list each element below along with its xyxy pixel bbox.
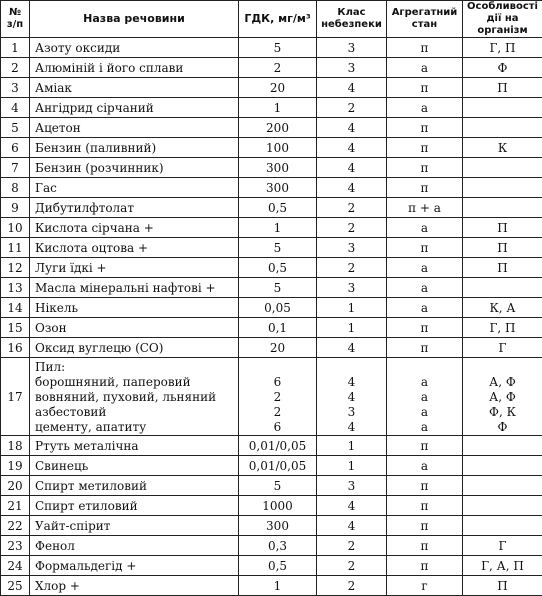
- table-row: [1, 158, 542, 178]
- cell-class: 4: [317, 138, 387, 158]
- table-row: [1, 178, 542, 198]
- cell-num: 8: [1, 178, 30, 198]
- cell-num: 21: [1, 496, 30, 516]
- cell-class: 2: [317, 556, 387, 576]
- cell-effect: [463, 476, 542, 496]
- cell-class-dust: [317, 358, 387, 436]
- cell-num: 5: [1, 118, 30, 138]
- cell-pdk: 300: [239, 516, 317, 536]
- cell-state: п: [387, 138, 463, 158]
- cell-state: а: [387, 456, 463, 476]
- cell-state: а: [387, 58, 463, 78]
- cell-effect: П: [463, 218, 542, 238]
- cell-name: Аміак: [30, 78, 239, 98]
- cell-name: Гас: [30, 178, 239, 198]
- cell-effect: К, А: [463, 298, 542, 318]
- cell-class: 2: [317, 198, 387, 218]
- cell-state: п: [387, 476, 463, 496]
- cell-effect: П: [463, 258, 542, 278]
- cell-num: 1: [1, 38, 30, 58]
- cell-num: 25: [1, 576, 30, 596]
- table-row: [1, 238, 542, 258]
- cell-name: Озон: [30, 318, 239, 338]
- table-row: [1, 338, 542, 358]
- cell-name: Ртуть металічна: [30, 436, 239, 456]
- cell-pdk: 200: [239, 118, 317, 138]
- cell-effect: Г, П: [463, 38, 542, 58]
- cell-name: Хлор +: [30, 576, 239, 596]
- cell-pdk: 0,5: [239, 258, 317, 278]
- cell-effect: [463, 118, 542, 138]
- dust-item-effect: Ф, К: [466, 405, 539, 420]
- cell-num: 10: [1, 218, 30, 238]
- dust-item-state: а: [390, 420, 459, 435]
- cell-state: п: [387, 178, 463, 198]
- cell-state: п: [387, 536, 463, 556]
- cell-class: 1: [317, 318, 387, 338]
- cell-class: 1: [317, 298, 387, 318]
- cell-class: 2: [317, 98, 387, 118]
- cell-class: 4: [317, 158, 387, 178]
- cell-name: Бензин (паливний): [30, 138, 239, 158]
- cell-effect: [463, 436, 542, 456]
- cell-state: а: [387, 278, 463, 298]
- dust-item-class: 4: [320, 420, 383, 435]
- cell-num: 20: [1, 476, 30, 496]
- cell-class: 2: [317, 576, 387, 596]
- header-class: Клас небезпеки: [317, 1, 387, 38]
- cell-state: п: [387, 38, 463, 58]
- cell-state-dust: [387, 358, 463, 436]
- cell-pdk: 0,01/0,05: [239, 456, 317, 476]
- cell-num: 17: [1, 358, 30, 436]
- cell-effect: [463, 496, 542, 516]
- cell-pdk: 2: [239, 58, 317, 78]
- cell-effect: П: [463, 576, 542, 596]
- cell-effect: Г, П: [463, 318, 542, 338]
- cell-effect: [463, 516, 542, 536]
- cell-pdk: 20: [239, 78, 317, 98]
- cell-effect: [463, 198, 542, 218]
- cell-state: п: [387, 238, 463, 258]
- cell-name: Дибутилфтолат: [30, 198, 239, 218]
- cell-state: п: [387, 78, 463, 98]
- table-row: [1, 138, 542, 158]
- cell-state: а: [387, 298, 463, 318]
- cell-effect: Г: [463, 536, 542, 556]
- cell-effect: Ф: [463, 58, 542, 78]
- cell-pdk: 0,3: [239, 536, 317, 556]
- cell-effect: [463, 178, 542, 198]
- cell-num: 16: [1, 338, 30, 358]
- cell-pdk: 1: [239, 218, 317, 238]
- cell-name-dust: [30, 358, 239, 436]
- cell-class: 4: [317, 178, 387, 198]
- cell-num: 2: [1, 58, 30, 78]
- cell-class: 4: [317, 118, 387, 138]
- cell-pdk: 100: [239, 138, 317, 158]
- cell-num: 9: [1, 198, 30, 218]
- cell-class: 1: [317, 456, 387, 476]
- cell-name: Нікель: [30, 298, 239, 318]
- cell-num: 19: [1, 456, 30, 476]
- header-num: № з/п: [1, 1, 30, 38]
- cell-effect: [463, 98, 542, 118]
- cell-pdk: 300: [239, 178, 317, 198]
- cell-state: п: [387, 436, 463, 456]
- table-row: [1, 98, 542, 118]
- cell-class: 4: [317, 338, 387, 358]
- cell-pdk: 0,01/0,05: [239, 436, 317, 456]
- cell-pdk: 0,5: [239, 556, 317, 576]
- dust-item-pdk: 2: [242, 405, 313, 420]
- cell-effect: П: [463, 78, 542, 98]
- dust-item-name: азбестовий: [35, 405, 235, 420]
- cell-state: п: [387, 118, 463, 138]
- cell-num: 22: [1, 516, 30, 536]
- cell-num: 15: [1, 318, 30, 338]
- cell-class: 1: [317, 436, 387, 456]
- cell-effect: [463, 158, 542, 178]
- table-row-dust: [1, 358, 542, 436]
- cell-num: 6: [1, 138, 30, 158]
- cell-state: а: [387, 98, 463, 118]
- dust-item-name: вовняний, пуховий, льняний: [35, 390, 235, 405]
- cell-num: 7: [1, 158, 30, 178]
- cell-state: а: [387, 258, 463, 278]
- cell-class: 2: [317, 258, 387, 278]
- table-row: [1, 556, 542, 576]
- cell-state: п: [387, 516, 463, 536]
- table-row: [1, 38, 542, 58]
- dust-item-state: а: [390, 390, 459, 405]
- cell-name: Ацетон: [30, 118, 239, 138]
- table-row: [1, 576, 542, 596]
- cell-state: п + а: [387, 198, 463, 218]
- cell-effect: П: [463, 238, 542, 258]
- cell-effect: Г, А, П: [463, 556, 542, 576]
- table-row: [1, 118, 542, 138]
- table-row: [1, 516, 542, 536]
- table-row: [1, 78, 542, 98]
- cell-pdk: 0,1: [239, 318, 317, 338]
- cell-effect: К: [463, 138, 542, 158]
- cell-effect: [463, 456, 542, 476]
- cell-class: 3: [317, 38, 387, 58]
- header-row: [1, 1, 542, 38]
- cell-state: п: [387, 158, 463, 178]
- dust-item-effect: Ф: [466, 420, 539, 435]
- dust-item-effect: А, Ф: [466, 390, 539, 405]
- cell-class: 3: [317, 476, 387, 496]
- cell-pdk: 5: [239, 38, 317, 58]
- cell-num: 12: [1, 258, 30, 278]
- cell-effect-dust: [463, 358, 542, 436]
- cell-name: Кислота оцтова +: [30, 238, 239, 258]
- cell-num: 11: [1, 238, 30, 258]
- dust-item-state: а: [390, 405, 459, 420]
- cell-pdk: 20: [239, 338, 317, 358]
- cell-class: 3: [317, 238, 387, 258]
- cell-name: Азоту оксиди: [30, 38, 239, 58]
- table-row: [1, 298, 542, 318]
- table-row: [1, 436, 542, 456]
- cell-pdk: 5: [239, 278, 317, 298]
- cell-name: Ангідрид сірчаний: [30, 98, 239, 118]
- cell-pdk: 0,5: [239, 198, 317, 218]
- dust-title: Пил:: [35, 360, 235, 375]
- cell-num: 3: [1, 78, 30, 98]
- cell-state: п: [387, 318, 463, 338]
- table-row: [1, 258, 542, 278]
- cell-state: п: [387, 556, 463, 576]
- cell-num: 4: [1, 98, 30, 118]
- dust-item-state: а: [390, 375, 459, 390]
- cell-state: п: [387, 496, 463, 516]
- table-row: [1, 536, 542, 556]
- cell-class: 4: [317, 516, 387, 536]
- table-row: [1, 496, 542, 516]
- cell-effect: [463, 278, 542, 298]
- cell-pdk: 1: [239, 576, 317, 596]
- dust-item-class: 4: [320, 390, 383, 405]
- dust-item-class: 4: [320, 375, 383, 390]
- dust-item-name: борошняний, паперовий: [35, 375, 235, 390]
- cell-class: 3: [317, 58, 387, 78]
- cell-pdk: 5: [239, 238, 317, 258]
- cell-name: Спирт етиловий: [30, 496, 239, 516]
- cell-pdk: 300: [239, 158, 317, 178]
- dust-item-pdk: 6: [242, 420, 313, 435]
- cell-num: 23: [1, 536, 30, 556]
- header-effect: Особливості дії на організм: [463, 1, 542, 38]
- dust-item-effect: А, Ф: [466, 375, 539, 390]
- cell-num: 18: [1, 436, 30, 456]
- header-pdk: ГДК, мг/м³: [239, 1, 317, 38]
- table-row: [1, 218, 542, 238]
- cell-class: 3: [317, 278, 387, 298]
- header-state: Агрегатний стан: [387, 1, 463, 38]
- cell-class: 2: [317, 218, 387, 238]
- table-row: [1, 476, 542, 496]
- cell-num: 24: [1, 556, 30, 576]
- cell-name: Луги їдкі +: [30, 258, 239, 278]
- dust-item-pdk: 6: [242, 375, 313, 390]
- table-row: [1, 278, 542, 298]
- cell-class: 4: [317, 78, 387, 98]
- dust-item-class: 3: [320, 405, 383, 420]
- cell-num: 14: [1, 298, 30, 318]
- cell-name: Свинець: [30, 456, 239, 476]
- cell-pdk: 5: [239, 476, 317, 496]
- cell-name: Алюміній і його сплави: [30, 58, 239, 78]
- cell-pdk: 0,05: [239, 298, 317, 318]
- cell-name: Формальдегід +: [30, 556, 239, 576]
- table-row: [1, 456, 542, 476]
- table-row: [1, 318, 542, 338]
- cell-name: Фенол: [30, 536, 239, 556]
- table-row: [1, 58, 542, 78]
- cell-name: Уайт-спірит: [30, 516, 239, 536]
- cell-state: п: [387, 338, 463, 358]
- cell-class: 4: [317, 496, 387, 516]
- cell-name: Масла мінеральні нафтові +: [30, 278, 239, 298]
- cell-pdk: 1: [239, 98, 317, 118]
- cell-class: 2: [317, 536, 387, 556]
- cell-pdk-dust: [239, 358, 317, 436]
- cell-state: г: [387, 576, 463, 596]
- table-row: [1, 198, 542, 218]
- cell-name: Бензин (розчинник): [30, 158, 239, 178]
- cell-name: Оксид вуглецю (СО): [30, 338, 239, 358]
- header-name: Назва речовини: [30, 1, 239, 38]
- cell-effect: Г: [463, 338, 542, 358]
- cell-name: Кислота сірчана +: [30, 218, 239, 238]
- cell-pdk: 1000: [239, 496, 317, 516]
- dust-item-pdk: 2: [242, 390, 313, 405]
- cell-num: 13: [1, 278, 30, 298]
- cell-name: Спирт метиловий: [30, 476, 239, 496]
- dust-item-name: цементу, апатиту: [35, 420, 235, 435]
- cell-state: а: [387, 218, 463, 238]
